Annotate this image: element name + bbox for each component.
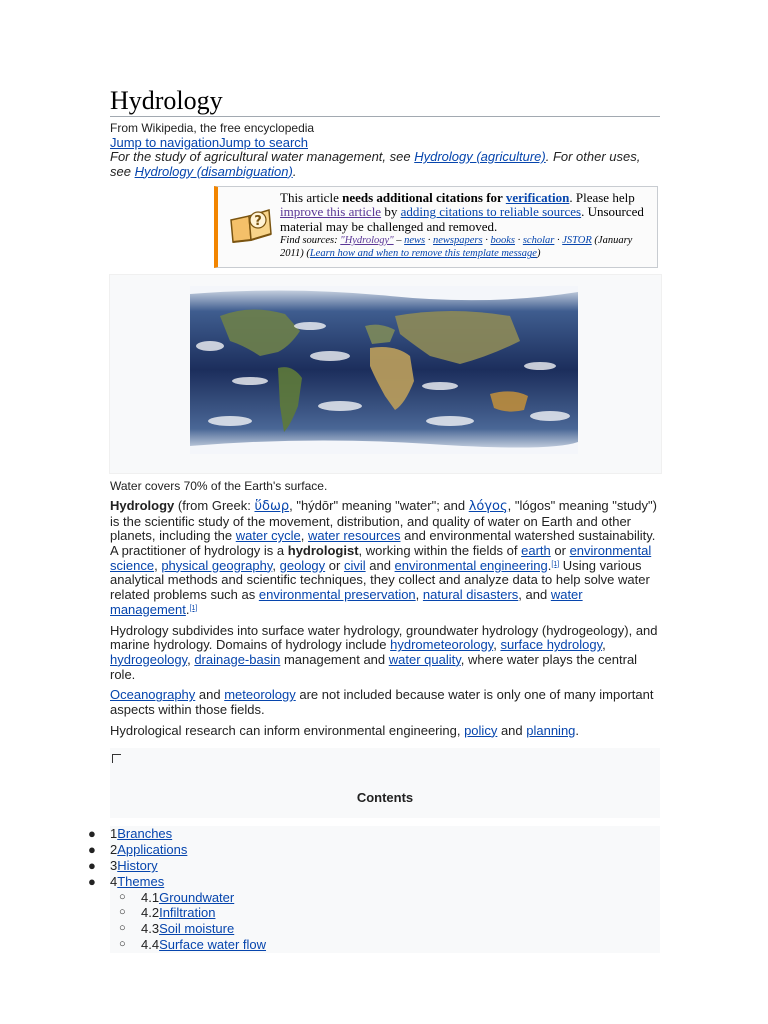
toc-link[interactable]: Surface water flow [159, 937, 267, 953]
find-sources-label: Find sources: [280, 234, 341, 246]
hydrology-disambiguation-link[interactable]: Hydrology (disambiguation) [134, 163, 293, 179]
text: , working within the fields of [358, 543, 522, 558]
toc-number: 4.3 [141, 921, 160, 937]
greek-logos-link[interactable]: λόγος [468, 498, 508, 514]
site-tagline: From Wikipedia, the free encyclopedia [110, 121, 315, 135]
text: and [195, 687, 225, 703]
toc-number: 4.2 [141, 905, 160, 921]
notice-end: ) [536, 248, 541, 260]
text: , [493, 637, 501, 653]
text: are not included because water is only one of many important aspects within those fields. [110, 687, 654, 718]
planning-link[interactable]: planning [526, 722, 576, 738]
text: , "lógos" meaning "study") is the scientific study of the movement, distribution, and quality of water on Earth and other planets, including the [110, 497, 657, 544]
notice-bold: needs additional citations for [342, 190, 506, 205]
policy-link[interactable]: policy [464, 722, 498, 738]
intro-paragraph [110, 499, 660, 618]
oceanography-link[interactable]: Oceanography [110, 687, 196, 703]
toc-number: 1 [110, 826, 118, 842]
toc-title: Contents [110, 778, 660, 818]
world-map-image [190, 286, 578, 454]
figure-caption: Water covers 70% of the Earth's surface. [110, 478, 328, 493]
toc-item-groundwater[interactable] [119, 889, 660, 906]
text: and [497, 722, 527, 738]
circle-bullet-icon: ○ [119, 922, 126, 935]
toc-link[interactable]: Infiltration [159, 905, 216, 921]
adding-citations-link[interactable]: adding citations to reliable sources [400, 204, 582, 220]
hydrogeology-link[interactable]: hydrogeology [110, 651, 188, 667]
toc-toggle-checkbox-icon[interactable] [112, 754, 121, 763]
source-books-link[interactable]: books [490, 234, 515, 246]
source-news-link[interactable]: news [404, 234, 426, 246]
toc-link[interactable]: Themes [117, 873, 165, 889]
toc-link[interactable]: Branches [117, 826, 173, 842]
surface-hydrology-link[interactable]: surface hydrology [500, 637, 603, 653]
toc-link[interactable]: Applications [117, 842, 188, 858]
text: , [602, 637, 606, 653]
reference-1b-link[interactable]: [1] [189, 604, 198, 612]
hatnote-text: . [292, 163, 297, 179]
hatnote [110, 150, 660, 179]
toc-item-soil-moisture[interactable] [119, 921, 660, 937]
bullet-icon: ● [88, 826, 96, 842]
circle-bullet-icon: ○ [119, 938, 126, 951]
drainage-basin-link[interactable]: drainage-basin [194, 651, 281, 667]
text: Hydrology subdivides into surface water hydrology, groundwater hydrology (hydrogeology), and marine hydrology. Domains of hydrology include [110, 622, 658, 653]
notice-text [280, 191, 651, 261]
environmental-engineering-link[interactable]: environmental engineering [394, 557, 548, 573]
text: , [300, 528, 309, 544]
source-scholar-link[interactable]: scholar [522, 234, 555, 246]
toc-item-themes[interactable] [88, 873, 660, 953]
bullet-icon: ● [88, 858, 96, 874]
text: . [575, 722, 580, 738]
verification-link[interactable]: verification [505, 190, 570, 205]
text: management and [280, 651, 389, 667]
article-body [88, 86, 660, 953]
improve-article-link[interactable]: improve this article [280, 204, 382, 220]
domains-paragraph [110, 624, 660, 683]
notice-text-part: . Unsourced material may be challenged and removed. [280, 204, 644, 234]
circle-bullet-icon: ○ [119, 906, 126, 919]
text: , [415, 587, 423, 603]
toc-number: 4.1 [141, 889, 160, 905]
reference-1-link[interactable]: [1] [551, 560, 560, 568]
separator: – [393, 234, 405, 246]
term-hydrologist: hydrologist [287, 543, 359, 558]
toc-link[interactable]: Soil moisture [159, 921, 235, 937]
circle-bullet-icon: ○ [119, 890, 126, 903]
text: . [547, 557, 552, 573]
water-quality-link[interactable]: water quality [388, 651, 461, 667]
find-sources: Find sources: "Hydrology" – news · newspapers · books · scholar · JSTOR (January 2011) (Learn how and when to remove this template message) [280, 234, 633, 260]
physical-geography-link[interactable]: physical geography [161, 557, 273, 573]
water-resources-link[interactable]: water resources [308, 528, 401, 544]
research-paragraph [110, 724, 660, 739]
environmental-science-link[interactable]: environmental science [110, 543, 652, 573]
bullet-icon: ● [88, 873, 96, 889]
text: , [187, 651, 195, 667]
toc-container [110, 748, 660, 818]
water-cycle-link[interactable]: water cycle [235, 528, 301, 544]
natural-disasters-link[interactable]: natural disasters [422, 587, 519, 603]
text: , [272, 557, 280, 573]
hatnote-text: For the study of agricultural water management, see [110, 149, 415, 164]
text: . [185, 601, 190, 617]
toc-number: 3 [110, 858, 118, 874]
earth-link[interactable]: earth [521, 543, 551, 558]
text: and environmental watershed sustainability. A practitioner of hydrology is a [110, 528, 656, 558]
toc-link[interactable]: History [117, 858, 158, 874]
geology-link[interactable]: geology [279, 557, 326, 573]
notice-text-part: This article [280, 190, 343, 205]
learn-remove-link[interactable]: Learn how and when to remove this template message [309, 248, 537, 260]
toc-number: 4.4 [141, 937, 160, 953]
toc-item-branches[interactable] [88, 826, 660, 842]
civil-link[interactable]: civil [343, 557, 366, 573]
text: or [325, 557, 344, 573]
text: Using various analytical methods and scientific techniques, they collect and analyze data to help solve water related problems such as [110, 557, 650, 603]
citation-notice [214, 186, 658, 268]
hydrology-agriculture-link[interactable]: Hydrology (agriculture) [414, 149, 546, 164]
notice-text-part: by [381, 204, 401, 220]
table-of-contents [88, 826, 660, 953]
hatnote-text: . For other uses, see [110, 149, 641, 179]
toc-item-applications[interactable] [88, 842, 660, 858]
text: , and [518, 587, 551, 603]
notice-text-part: . Please help [569, 190, 635, 205]
book-question-icon [222, 191, 280, 261]
toc-link[interactable]: Groundwater [159, 889, 235, 905]
toc-number: 4 [110, 873, 118, 889]
text: (from Greek: [174, 497, 255, 513]
notice-date: (January 2011) ( [280, 234, 633, 260]
toc-toggle[interactable] [110, 748, 660, 770]
text: , [154, 557, 162, 573]
jump-to-search-link[interactable]: Jump to search [219, 134, 308, 150]
water-management-link[interactable]: water management [110, 587, 583, 617]
svg-text:?: ? [254, 213, 262, 229]
earth-map-figure[interactable] [109, 274, 662, 474]
source-hydrology-link[interactable]: "Hydrology" [340, 234, 394, 246]
text: Hydrological research can inform environmental engineering, [110, 722, 465, 738]
toc-sublist [110, 890, 660, 953]
text: , "hýdōr" meaning "water"; and [289, 497, 469, 513]
text: or [550, 543, 570, 558]
source-newspapers-link[interactable]: newspapers [433, 234, 483, 246]
page-title: Hydrology [110, 86, 660, 117]
greek-hydor-link[interactable]: ὕδωρ [254, 498, 290, 514]
text: , where water plays the central role. [110, 651, 638, 682]
toc-item-infiltration[interactable] [119, 905, 660, 921]
bullet-icon: ● [88, 842, 96, 858]
meteorology-link[interactable]: meteorology [224, 687, 296, 703]
jump-links [110, 136, 660, 151]
source-jstor-link[interactable]: JSTOR [562, 234, 592, 246]
jump-to-navigation-link[interactable]: Jump to navigation [110, 134, 220, 150]
hydrometeorology-link[interactable]: hydrometeorology [390, 637, 494, 653]
toc-number: 2 [110, 842, 118, 858]
exclusions-paragraph [110, 688, 660, 717]
toc-item-surface-water-flow[interactable] [119, 937, 660, 953]
text: and [365, 557, 395, 573]
term-hydrology: Hydrology [110, 497, 175, 513]
toc-item-history[interactable] [88, 858, 660, 874]
environmental-preservation-link[interactable]: environmental preservation [258, 587, 416, 603]
